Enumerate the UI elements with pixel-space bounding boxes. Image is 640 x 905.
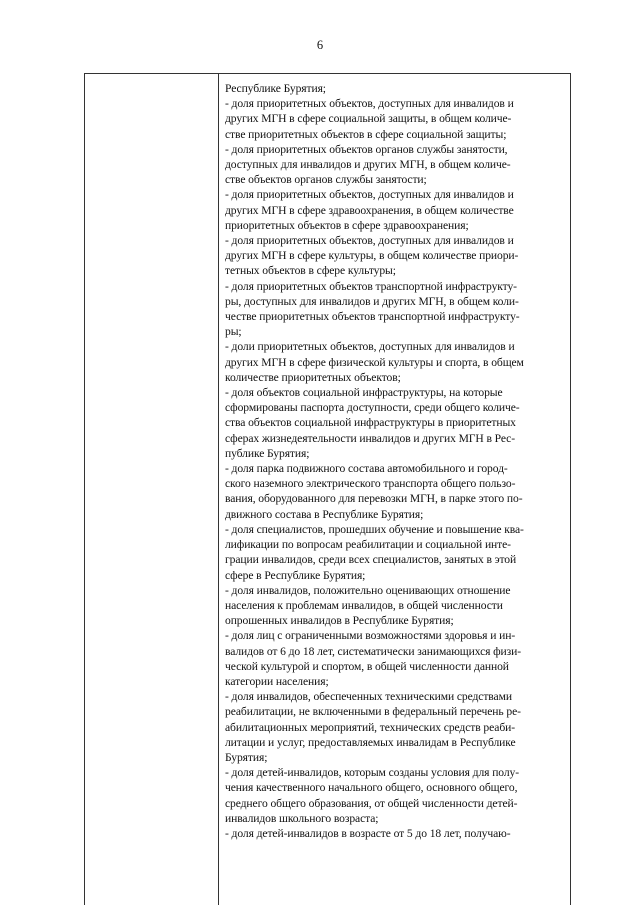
text-line: - доля приоритетных объектов транспортной инфраструкту- <box>225 279 517 293</box>
text-line: - доля лиц с ограниченными возможностями здоровья и ин- <box>225 629 516 643</box>
text-line: публике Бурятия; <box>225 446 310 460</box>
text-line: инвалидов школьного возраста; <box>225 811 379 825</box>
text-line: - доля объектов социальной инфраструктуры, на которые <box>225 386 503 400</box>
text-line: других МГН в сфере социальной защиты, в общем количе- <box>225 112 512 126</box>
table-left-cell <box>85 74 219 905</box>
text-line: сферах жизнедеятельности инвалидов и других МГН в Рес- <box>225 431 515 445</box>
text-line: сфере в Республике Бурятия; <box>225 568 366 582</box>
text-line: - доля детей-инвалидов в возрасте от 5 до 18 лет, получаю- <box>225 826 511 840</box>
text-line: Бурятия; <box>225 750 268 764</box>
text-line: других МГН в сфере культуры, в общем количестве приори- <box>225 249 519 263</box>
text-line: ства объектов социальной инфраструктуры в приоритетных <box>225 416 516 430</box>
text-line: - доля специалистов, прошедших обучение и повышение ква- <box>225 522 524 536</box>
text-line: среднего общего образования, от общей численности детей- <box>225 796 518 810</box>
text-line: - доли приоритетных объектов, доступных для инвалидов и <box>225 340 515 354</box>
text-line: - доля инвалидов, положительно оценивающих отношение <box>225 583 511 597</box>
text-line: ры, доступных для инвалидов и других МГН, в общем коли- <box>225 294 519 308</box>
text-line: - доля детей-инвалидов, которым созданы условия для полу- <box>225 766 519 780</box>
text-line: Республике Бурятия; <box>225 82 326 95</box>
text-line: ского наземного электрического транспорта общего пользо- <box>225 477 516 491</box>
text-line: - доля приоритетных объектов органов службы занятости, <box>225 142 508 156</box>
text-line: реабилитации, не включенными в федеральный перечень ре- <box>225 705 521 719</box>
text-line: лификации по вопросам реабилитации и социальной инте- <box>225 538 511 552</box>
text-line: вания, оборудованного для перевозки МГН, в парке этого по- <box>225 492 523 506</box>
text-line: литации и услуг, предоставляемых инвалидам в Республике <box>225 735 516 749</box>
text-line: других МГН в сфере здравоохранения, в общем количестве <box>225 203 514 217</box>
text-line: населения к проблемам инвалидов, в общей численности <box>225 598 503 612</box>
text-line: тетных объектов в сфере культуры; <box>225 264 396 278</box>
content-table <box>84 73 571 905</box>
text-line: приоритетных объектов в сфере здравоохранения; <box>225 218 469 232</box>
page-number: 6 <box>316 38 324 52</box>
text-line: чения качественного начального общего, основного общего, <box>225 781 518 795</box>
text-line: опрошенных инвалидов в Республике Бурятия; <box>225 614 454 628</box>
text-line: грации инвалидов, среди всех специалистов, занятых в этой <box>225 553 517 567</box>
text-line: других МГН в сфере физической культуры и спорта, в общем <box>225 355 524 369</box>
text-line: - доля приоритетных объектов, доступных для инвалидов и <box>225 234 514 248</box>
text-line: ческой культурой и спортом, в общей численности данной <box>225 659 509 673</box>
text-line: валидов от 6 до 18 лет, систематически занимающихся физи- <box>225 644 522 658</box>
text-line: - доля инвалидов, обеспеченных техническими средствами <box>225 690 512 704</box>
text-line: категории населения; <box>225 674 329 688</box>
text-line: - доля приоритетных объектов, доступных для инвалидов и <box>225 188 514 202</box>
text-line: стве объектов органов службы занятости; <box>225 173 427 187</box>
text-line: - доля приоритетных объектов, доступных для инвалидов и <box>225 97 514 111</box>
table-right-cell <box>219 74 570 905</box>
text-line: движного состава в Республике Бурятия; <box>225 507 424 521</box>
text-line: доступных для инвалидов и других МГН, в общем количе- <box>225 158 511 172</box>
text-line: честве приоритетных объектов транспортной инфраструкту- <box>225 310 520 324</box>
text-line: абилитационных мероприятий, технических средств реаби- <box>225 720 516 734</box>
text-line: стве приоритетных объектов в сфере социальной защиты; <box>225 127 507 141</box>
text-line: ры; <box>225 325 242 339</box>
text-line: - доля парка подвижного состава автомобильного и город- <box>225 462 508 476</box>
text-line: количестве приоритетных объектов; <box>225 370 401 384</box>
text-line: сформированы паспорта доступности, среди общего количе- <box>225 401 520 415</box>
